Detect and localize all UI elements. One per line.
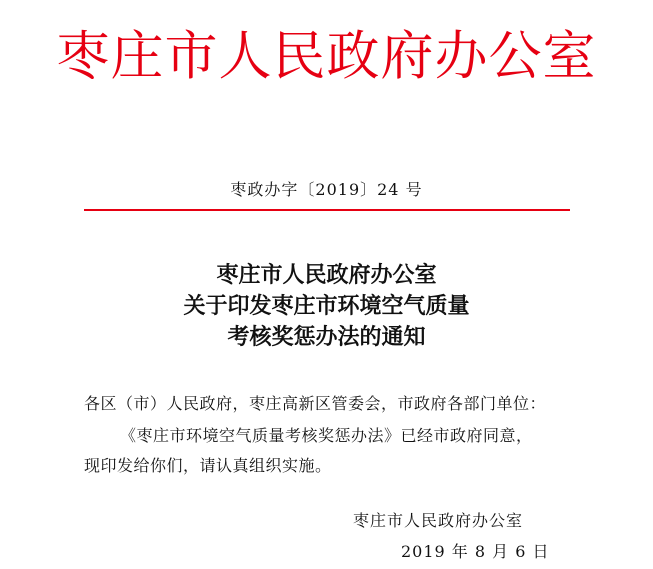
notice-title-line-1: 枣庄市人民政府办公室 (216, 263, 437, 288)
notice-title (0, 260, 653, 353)
signature-date: 2019 年 8 月 6 日 (401, 542, 550, 561)
masthead-title: 枣庄市人民政府办公室 (56, 26, 597, 87)
addressee-line: 各区（市）人民政府，枣庄高新区管委会，市政府各部门单位： (84, 394, 547, 413)
body-paragraph-line-1: 《枣庄市环境空气质量考核奖惩办法》已经市政府同意， (120, 426, 533, 445)
red-separator-line (84, 209, 570, 211)
notice-title-line-2: 关于印发枣庄市环境空气质量 (183, 294, 470, 319)
notice-title-line-3: 考核奖惩办法的通知 (227, 325, 426, 350)
signature-organization: 枣庄市人民政府办公室 (353, 511, 524, 530)
document-number: 枣政办字〔2019〕24 号 (230, 180, 423, 199)
body-paragraph-line-2: 现印发给你们，请认真组织实施。 (84, 456, 332, 475)
